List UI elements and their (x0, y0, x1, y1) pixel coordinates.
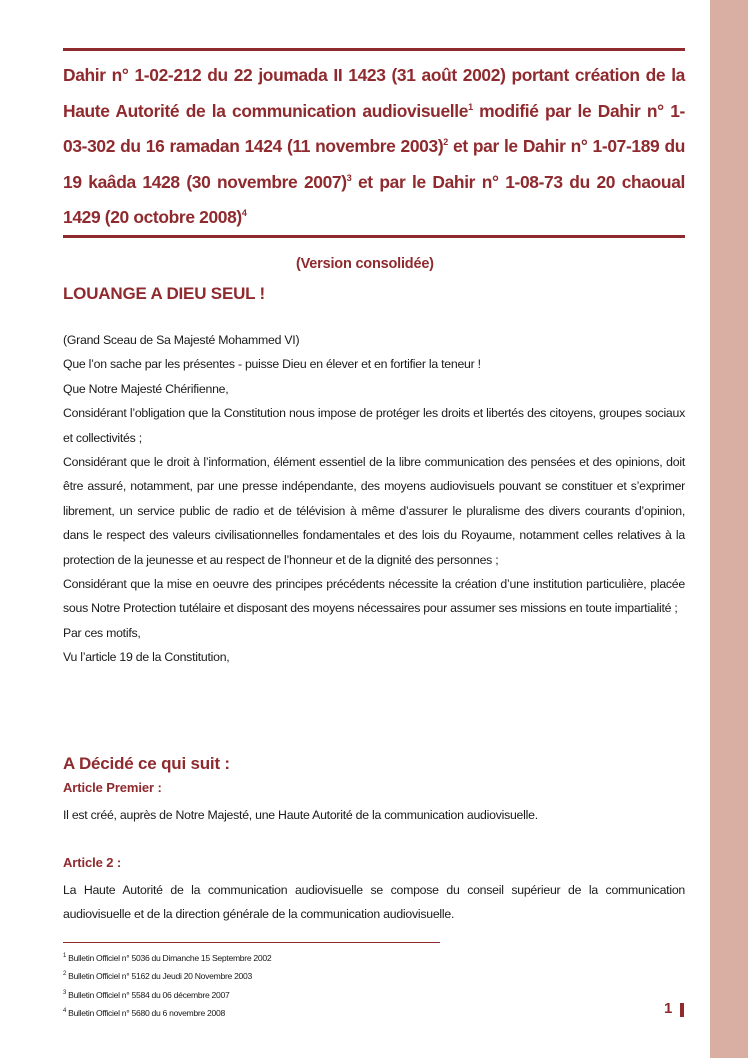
footnotes (63, 948, 513, 1021)
page-number: 1 (664, 1000, 673, 1017)
preamble-vu: Vu l’article 19 de la Constitution, (63, 650, 230, 665)
preamble-considerant-3: Considérant que la mise en oeuvre des principes précédents nécessite la création d’une institution particulière, placée sous Notre Protection tutélaire et disposant des moyens nécessaires pour assumer ses missions en toute impartialité ; (63, 577, 685, 616)
praise-heading: LOUANGE A DIEU SEUL ! (63, 284, 266, 303)
preamble-proclamation: Que l’on sache par les présentes - puisse Dieu en élever et en fortifier la teneur ! (63, 357, 481, 372)
footnote-text: Bulletin Officiel n° 5162 du Jeudi 20 Novembre 2003 (66, 971, 252, 982)
footnote-4 (63, 1003, 513, 1021)
preamble-seal: (Grand Sceau de Sa Majesté Mohammed VI) (63, 333, 300, 347)
preamble-motifs: Par ces motifs, (63, 625, 141, 640)
article-2-text: La Haute Autorité de la communication audiovisuelle se compose du conseil supérieur de la communication audiovisuelle et de la direction générale de la communication audiovisuelle. (63, 883, 685, 922)
decision-heading: A Décidé ce qui suit : (63, 754, 230, 773)
preamble (63, 328, 685, 670)
footnote-divider (63, 942, 440, 943)
footnote-ref-3[interactable]: 3 (346, 172, 352, 183)
preamble-majesty: Que Notre Majesté Chérifienne, (63, 381, 229, 396)
footnote-ref-1[interactable]: 1 (468, 101, 473, 112)
footnote-3 (63, 985, 513, 1003)
footnote-text: Bulletin Officiel n° 5680 du 6 novembre 2008 (66, 1007, 225, 1018)
preamble-considerant-2: Considérant que le droit à l’information, élément essentiel de la libre communication des pensées et des opinions, doit être assuré, notamment, par une presse indépendante, des moyens audiovisuels pouvant se constituer et s’exprimer librement, un service public de radio et de télévision à même d’assurer le pluralisme des divers courants d’opinion, dans le respect des valeurs civilisationnelles fondamentales et des lois du Royaume, notamment celles relatives à la protection de la jeunesse et au respect de l’honneur et de la dignité des personnes ; (63, 455, 685, 567)
footnote-1 (63, 948, 513, 966)
title-part-1: Dahir n° 1-02-212 du 22 joumada II 1423 (31 août 2002) portant création de la Haute Autorité de la communication audiovisuelle (63, 65, 685, 121)
footnote-2 (63, 966, 513, 984)
version-label: (Version consolidée) (296, 256, 434, 272)
footnote-number: 4 (63, 1007, 67, 1014)
title-bottom-rule (63, 235, 685, 238)
side-color-band (710, 0, 748, 1058)
footnote-text: Bulletin Officiel n° 5036 du Dimanche 15 Septembre 2002 (66, 952, 272, 963)
footnote-ref-2[interactable]: 2 (443, 137, 448, 148)
footnote-ref-4[interactable]: 4 (241, 208, 247, 219)
footnote-number: 1 (63, 953, 67, 959)
title-part-4: et par le Dahir n° 1-08-73 du 20 chaoual 1429 (20 octobre 2008) (63, 171, 685, 227)
footnote-number: 2 (63, 971, 67, 978)
article-1-heading: Article Premier : (63, 780, 162, 795)
title-part-3: et par le Dahir n° 1-07-189 du 19 kaâda 1428 (30 novembre 2007) (63, 136, 685, 192)
footnote-text: Bulletin Officiel n° 5584 du 06 décembre 2007 (66, 989, 230, 1000)
article-1-text: Il est créé, auprès de Notre Majesté, une Haute Autorité de la communication audiovisuelle. (63, 808, 538, 822)
footnote-number: 3 (63, 989, 67, 996)
document-title (63, 58, 685, 236)
preamble-considerant-1: Considérant l’obligation que la Constitution nous impose de protéger les droits et libertés des citoyens, groupes sociaux et collectivités ; (63, 406, 685, 445)
title-part-2: modifié par le Dahir n° 1-03-302 du 16 ramadan 1424 (11 novembre 2003) (63, 100, 686, 156)
page-number-marker (680, 1003, 684, 1017)
title-top-rule (63, 48, 685, 51)
article-2-heading: Article 2 : (63, 855, 122, 870)
